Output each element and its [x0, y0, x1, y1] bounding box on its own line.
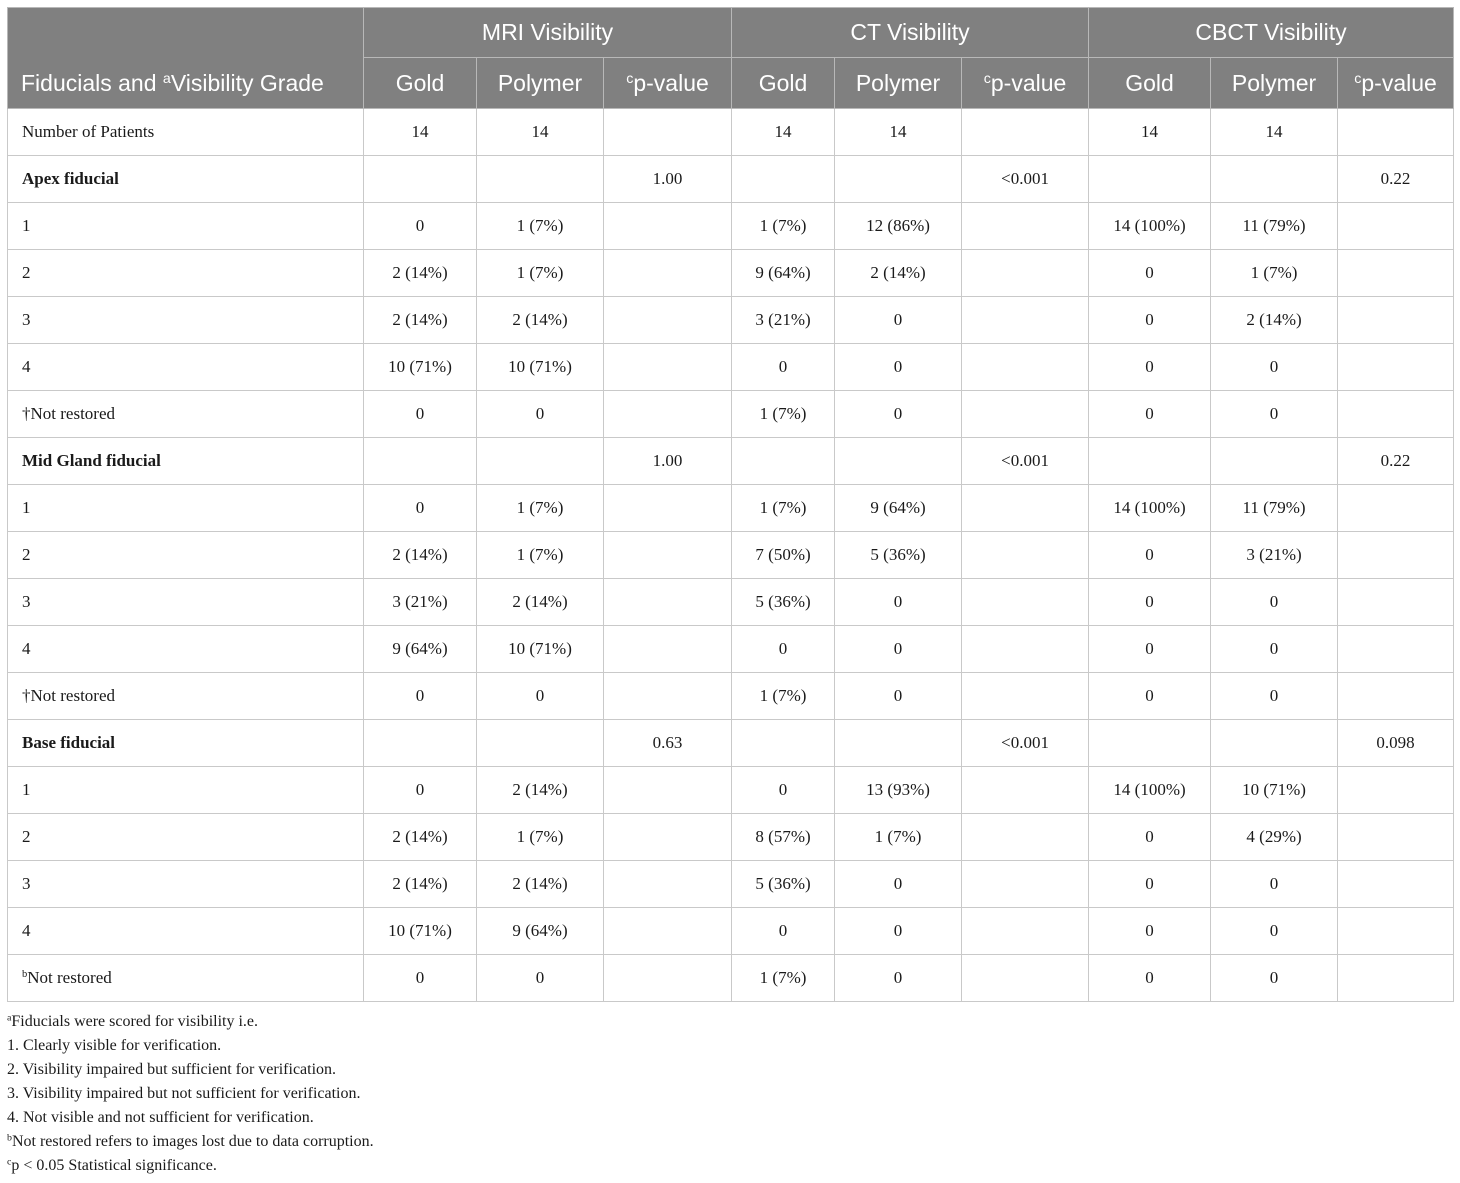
table-row	[8, 203, 1454, 250]
table-cell	[962, 109, 1089, 156]
table-row	[8, 720, 1454, 767]
table-cell	[604, 391, 732, 438]
table-cell	[1338, 532, 1454, 579]
table-footnotes	[7, 1010, 374, 1178]
row-label: 3	[8, 297, 364, 344]
table-cell	[732, 156, 835, 203]
table-cell	[1338, 955, 1454, 1002]
row-label: Base fiducial	[8, 720, 364, 767]
table-cell	[1338, 673, 1454, 720]
table-cell	[604, 203, 732, 250]
ct-polymer-header: Polymer	[835, 58, 962, 109]
table-cell	[364, 720, 477, 767]
row-label: 3	[8, 579, 364, 626]
table-cell: 0	[1089, 626, 1211, 673]
table-cell: 2 (14%)	[477, 767, 604, 814]
table-cell: 3 (21%)	[732, 297, 835, 344]
row-label: Number of Patients	[8, 109, 364, 156]
table-cell: 0	[477, 955, 604, 1002]
table-cell: 0	[1211, 579, 1338, 626]
footnote: $^a$Fiducials were scored for visibility i.e.	[7, 1012, 259, 1030]
row-label: 4	[8, 344, 364, 391]
table-cell	[1338, 485, 1454, 532]
table-cell	[477, 438, 604, 485]
table-cell	[604, 250, 732, 297]
table-cell	[1089, 720, 1211, 767]
table-cell: 3 (21%)	[1211, 532, 1338, 579]
table-cell: 0	[835, 673, 962, 720]
table-row	[8, 250, 1454, 297]
table-cell: 0	[835, 908, 962, 955]
table-cell: 14	[477, 109, 604, 156]
row-label: 1	[8, 767, 364, 814]
table-cell	[962, 344, 1089, 391]
table-cell: 0	[732, 344, 835, 391]
row-label: 2	[8, 250, 364, 297]
table-cell: 0	[1089, 673, 1211, 720]
table-cell: 0	[1089, 814, 1211, 861]
table-cell	[1338, 109, 1454, 156]
row-label: 3	[8, 861, 364, 908]
table-cell: 0	[1089, 908, 1211, 955]
table-cell: 0	[1089, 344, 1211, 391]
table-cell: 2 (14%)	[1211, 297, 1338, 344]
footnote: 1. Clearly visible for verification.	[7, 1037, 222, 1054]
table-cell: 1 (7%)	[477, 203, 604, 250]
table-cell: 9 (64%)	[732, 250, 835, 297]
mri-gold-header: Gold	[364, 58, 477, 109]
table-cell: 14 (100%)	[1089, 767, 1211, 814]
table-row	[8, 579, 1454, 626]
row-label-header: Fiducials and $^a$Visibility Grade	[8, 8, 364, 109]
table-cell: 0	[732, 767, 835, 814]
table-cell: 0	[732, 908, 835, 955]
footnote: $^b$Not restored refers to images lost due to data corruption.	[7, 1132, 374, 1150]
table-cell: 9 (64%)	[477, 908, 604, 955]
table-cell: 0	[1211, 626, 1338, 673]
table-cell: 0	[1211, 344, 1338, 391]
table-cell	[604, 109, 732, 156]
table-row	[8, 626, 1454, 673]
footnote: 2. Visibility impaired but sufficient for verification.	[7, 1061, 337, 1078]
table-row	[8, 673, 1454, 720]
table-cell: 0	[1089, 250, 1211, 297]
row-label: 4	[8, 908, 364, 955]
table-body	[8, 109, 1454, 1002]
table-cell: 0	[732, 626, 835, 673]
table-cell	[1211, 156, 1338, 203]
table-cell: 1 (7%)	[732, 203, 835, 250]
ct-visibility-header: CT Visibility	[732, 8, 1089, 58]
table-row	[8, 861, 1454, 908]
table-cell: 1 (7%)	[477, 532, 604, 579]
row-label: †Not restored	[8, 391, 364, 438]
mri-p-value-header: $^c$p-value	[604, 58, 732, 109]
table-cell: 10 (71%)	[477, 344, 604, 391]
table-cell	[962, 861, 1089, 908]
table-cell	[962, 908, 1089, 955]
table-cell: 0	[835, 861, 962, 908]
table-cell: 11 (79%)	[1211, 203, 1338, 250]
table-cell: 11 (79%)	[1211, 485, 1338, 532]
table-cell: 3 (21%)	[364, 579, 477, 626]
table-cell	[962, 673, 1089, 720]
table-cell: 1 (7%)	[732, 391, 835, 438]
table-cell	[962, 297, 1089, 344]
table-cell: 0	[364, 203, 477, 250]
table-cell: 1.00	[604, 438, 732, 485]
table-cell: 5 (36%)	[732, 579, 835, 626]
table-cell: 1 (7%)	[835, 814, 962, 861]
table-cell: 5 (36%)	[835, 532, 962, 579]
table-cell	[835, 156, 962, 203]
footnote: $^c$p < 0.05 Statistical significance.	[7, 1156, 217, 1174]
table-cell: 1 (7%)	[732, 673, 835, 720]
table-cell	[364, 438, 477, 485]
table-cell: 0	[364, 955, 477, 1002]
table-cell: 0.098	[1338, 720, 1454, 767]
table-cell: 14	[835, 109, 962, 156]
table-cell	[962, 391, 1089, 438]
fiducial-visibility-table	[7, 7, 1454, 1002]
table-row	[8, 391, 1454, 438]
table-cell	[732, 438, 835, 485]
table-cell: 1 (7%)	[477, 814, 604, 861]
table-cell: 0	[364, 485, 477, 532]
table-cell	[732, 720, 835, 767]
table-cell: 0.22	[1338, 438, 1454, 485]
table-cell: 1 (7%)	[732, 955, 835, 1002]
table-cell	[604, 861, 732, 908]
table-row	[8, 767, 1454, 814]
mri-visibility-header: MRI Visibility	[364, 8, 732, 58]
table-cell: 2 (14%)	[477, 861, 604, 908]
table-row	[8, 438, 1454, 485]
table-cell	[962, 767, 1089, 814]
table-cell: 0	[1089, 391, 1211, 438]
table-row	[8, 344, 1454, 391]
table-cell	[1338, 767, 1454, 814]
table-row	[8, 955, 1454, 1002]
table-cell	[1211, 438, 1338, 485]
row-label: $^b$Not restored	[8, 955, 364, 1002]
table-cell: 2 (14%)	[364, 250, 477, 297]
table-cell	[604, 908, 732, 955]
row-label: †Not restored	[8, 673, 364, 720]
table-cell	[835, 438, 962, 485]
table-cell	[1338, 297, 1454, 344]
table-cell	[604, 626, 732, 673]
table-cell: 0	[1211, 391, 1338, 438]
table-cell: 0	[1089, 955, 1211, 1002]
cbct-visibility-header: CBCT Visibility	[1089, 8, 1454, 58]
table-cell	[604, 955, 732, 1002]
table-cell: 2 (14%)	[364, 861, 477, 908]
table-cell: 0	[364, 767, 477, 814]
table-row	[8, 485, 1454, 532]
table-cell: 0	[835, 391, 962, 438]
table-cell: 0	[364, 673, 477, 720]
table-cell: 1 (7%)	[1211, 250, 1338, 297]
table-cell	[604, 532, 732, 579]
table-cell	[1338, 861, 1454, 908]
table-cell: 2 (14%)	[364, 532, 477, 579]
table-cell: 4 (29%)	[1211, 814, 1338, 861]
table-row	[8, 297, 1454, 344]
table-cell	[604, 579, 732, 626]
table-cell: 0	[1211, 955, 1338, 1002]
table-cell: 2 (14%)	[364, 297, 477, 344]
table-cell: 0	[835, 955, 962, 1002]
table-row	[8, 109, 1454, 156]
row-label: 4	[8, 626, 364, 673]
table-cell: 1 (7%)	[732, 485, 835, 532]
table-cell: 0	[1089, 861, 1211, 908]
table-cell: 12 (86%)	[835, 203, 962, 250]
table-cell	[1089, 156, 1211, 203]
table-cell	[1211, 720, 1338, 767]
cbct-polymer-header: Polymer	[1211, 58, 1338, 109]
row-label: Mid Gland fiducial	[8, 438, 364, 485]
table-cell: 0	[364, 391, 477, 438]
table-cell	[604, 673, 732, 720]
table-cell: 14	[1089, 109, 1211, 156]
table-cell: 0	[477, 391, 604, 438]
table-cell: 14 (100%)	[1089, 203, 1211, 250]
table-cell: 0	[1211, 908, 1338, 955]
table-cell	[962, 532, 1089, 579]
table-cell	[364, 156, 477, 203]
cbct-p-value-header: $^c$p-value	[1338, 58, 1454, 109]
table-cell	[1338, 250, 1454, 297]
table-cell	[604, 297, 732, 344]
table-cell	[1338, 908, 1454, 955]
table-cell: <0.001	[962, 438, 1089, 485]
table-cell: 0.22	[1338, 156, 1454, 203]
ct-gold-header: Gold	[732, 58, 835, 109]
footnote: 4. Not visible and not sufficient for verification.	[7, 1109, 314, 1126]
table-cell: 7 (50%)	[732, 532, 835, 579]
table-cell: 2 (14%)	[835, 250, 962, 297]
table-cell	[1338, 391, 1454, 438]
table-cell: 14 (100%)	[1089, 485, 1211, 532]
table-cell: 8 (57%)	[732, 814, 835, 861]
table-cell	[1089, 438, 1211, 485]
table-cell: 5 (36%)	[732, 861, 835, 908]
table-cell: 14	[1211, 109, 1338, 156]
table-cell	[962, 250, 1089, 297]
row-label: 1	[8, 485, 364, 532]
table-cell: 10 (71%)	[1211, 767, 1338, 814]
table-cell	[477, 156, 604, 203]
table-cell	[1338, 814, 1454, 861]
table-cell	[604, 814, 732, 861]
table-cell	[962, 955, 1089, 1002]
table-cell: 0	[1211, 861, 1338, 908]
table-row	[8, 814, 1454, 861]
table-cell: 0	[835, 626, 962, 673]
table-cell: <0.001	[962, 720, 1089, 767]
table-cell: <0.001	[962, 156, 1089, 203]
table-cell: 0	[1089, 579, 1211, 626]
table-cell	[604, 485, 732, 532]
cbct-gold-header: Gold	[1089, 58, 1211, 109]
table-cell: 1 (7%)	[477, 250, 604, 297]
footnote: 3. Visibility impaired but not sufficient for verification.	[7, 1085, 361, 1102]
table-cell: 10 (71%)	[364, 344, 477, 391]
table-cell	[604, 344, 732, 391]
table-cell	[962, 485, 1089, 532]
table-row	[8, 156, 1454, 203]
table-cell: 0	[1211, 673, 1338, 720]
table-row	[8, 908, 1454, 955]
row-label: 2	[8, 814, 364, 861]
table-cell	[1338, 579, 1454, 626]
table-cell: 0	[477, 673, 604, 720]
table-cell	[962, 203, 1089, 250]
table-cell	[1338, 626, 1454, 673]
table-cell	[962, 626, 1089, 673]
table-cell: 9 (64%)	[835, 485, 962, 532]
table-cell: 2 (14%)	[364, 814, 477, 861]
table-cell: 0	[835, 344, 962, 391]
table-cell: 0.63	[604, 720, 732, 767]
table-cell: 1.00	[604, 156, 732, 203]
table-cell: 14	[732, 109, 835, 156]
table-cell	[962, 814, 1089, 861]
table-row	[8, 532, 1454, 579]
table-cell: 2 (14%)	[477, 297, 604, 344]
table-cell: 1 (7%)	[477, 485, 604, 532]
table-cell	[962, 579, 1089, 626]
table-header	[8, 8, 1454, 109]
row-label: 1	[8, 203, 364, 250]
mri-polymer-header: Polymer	[477, 58, 604, 109]
table-cell	[1338, 203, 1454, 250]
table-cell	[477, 720, 604, 767]
row-label: 2	[8, 532, 364, 579]
table-cell	[835, 720, 962, 767]
ct-p-value-header: $^c$p-value	[962, 58, 1089, 109]
table-cell: 14	[364, 109, 477, 156]
table-cell: 0	[1089, 297, 1211, 344]
table-cell: 10 (71%)	[477, 626, 604, 673]
table-cell: 0	[1089, 532, 1211, 579]
table-cell: 0	[835, 297, 962, 344]
table-cell: 0	[835, 579, 962, 626]
table-cell: 13 (93%)	[835, 767, 962, 814]
table-cell	[604, 767, 732, 814]
table-cell: 10 (71%)	[364, 908, 477, 955]
table-cell	[1338, 344, 1454, 391]
table-cell: 2 (14%)	[477, 579, 604, 626]
table-cell: 9 (64%)	[364, 626, 477, 673]
row-label: Apex fiducial	[8, 156, 364, 203]
